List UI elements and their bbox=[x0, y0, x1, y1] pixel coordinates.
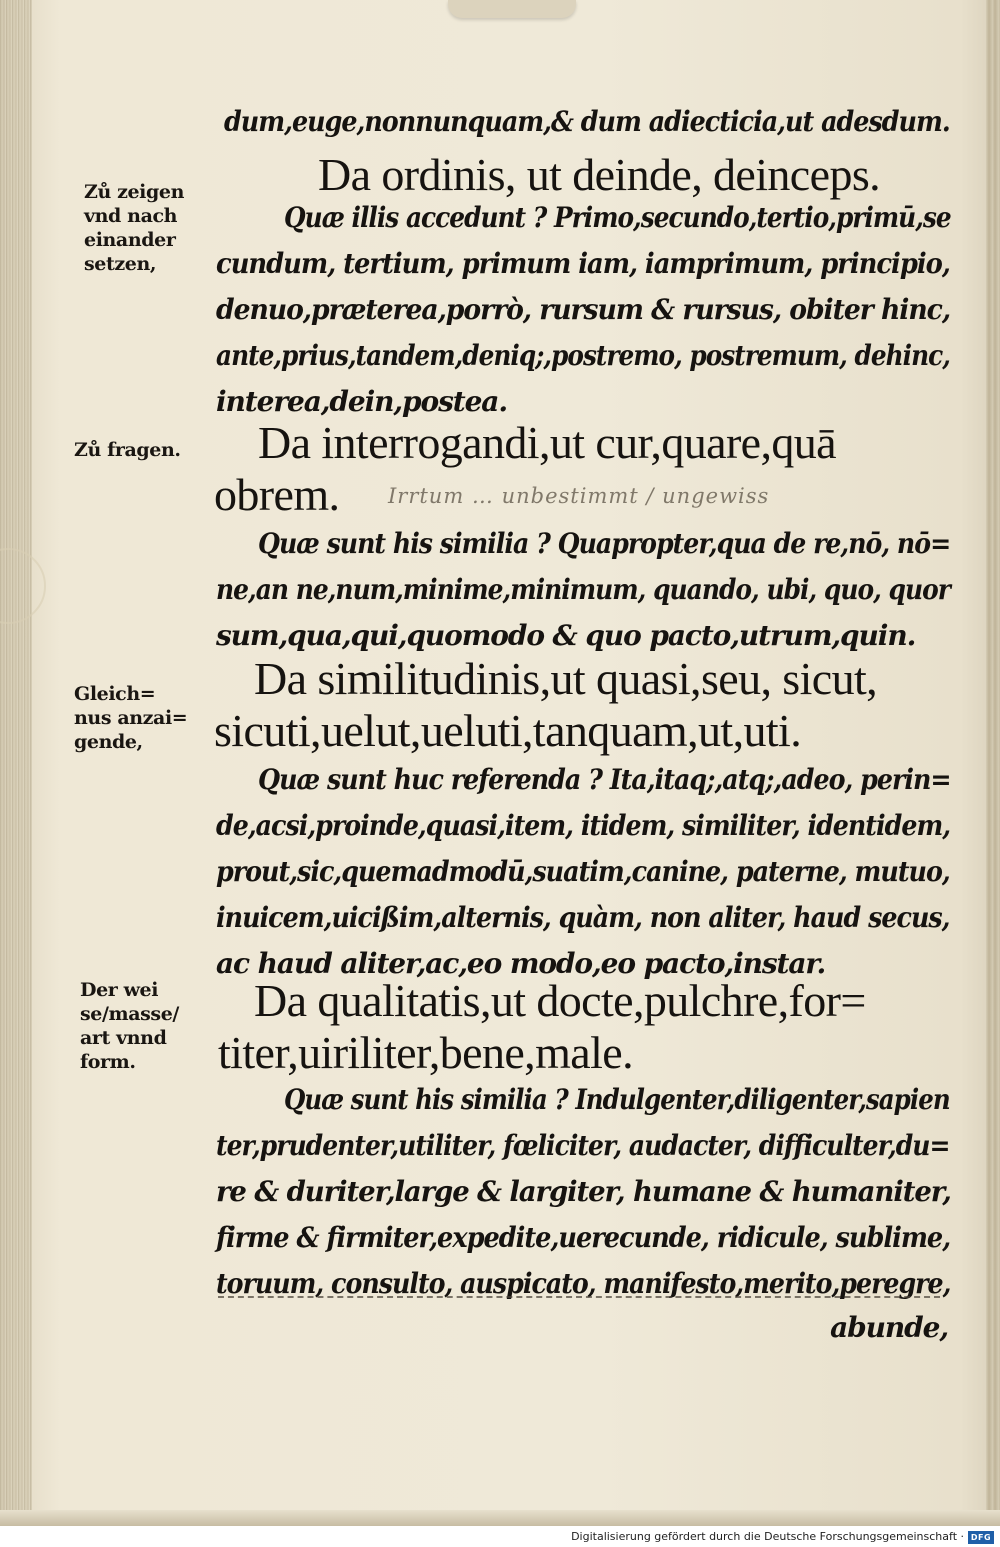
paper-watermark-circle bbox=[0, 548, 46, 624]
text-line-12: sum,qua,qui,quomodo & quo pacto,utrum,quin. bbox=[216, 619, 916, 652]
text-line-15: Quæ sunt huc referenda ? Ita,itaq;,atq;,adeo, perin= bbox=[258, 763, 951, 796]
text-line-7: interea,dein,postea. bbox=[216, 385, 507, 418]
catchword: abunde, bbox=[830, 1311, 948, 1344]
handwritten-annotation: Irrtum … unbestimmt / ungewiss bbox=[388, 484, 770, 508]
text-line-3: Quæ illis accedunt ? Primo,secundo,tertio,primū,se bbox=[284, 201, 951, 234]
text-line-26: toruum, consulto, auspicato, manifesto,merito,peregre, bbox=[216, 1267, 951, 1300]
page-stack-left-edge bbox=[0, 0, 32, 1526]
text-line-19: ac haud aliter,ac,eo modo,eo pacto,instar. bbox=[216, 947, 826, 980]
page-stack-right-edge bbox=[986, 0, 1000, 1526]
text-line-1: dum,euge,nonnunquam,& dum adiecticia,ut adesdum. bbox=[224, 105, 950, 138]
heading-ordinis: Da ordinis, ut deinde, deinceps. bbox=[318, 149, 881, 200]
text-line-10: Quæ sunt his similia ? Quapropter,qua de re,nō, nō= bbox=[258, 527, 951, 560]
clip-tab bbox=[448, 0, 576, 18]
margin-note-2: Zů fragen. bbox=[74, 439, 181, 461]
margin-note-3: Gleich= nus anzai= gende, bbox=[74, 683, 188, 753]
text-line-18: inuicem,uicißim,alternis, quàm, non aliter, haud secus, bbox=[216, 901, 950, 934]
heading-qualitatis: Da qualitatis,ut docte,pulchre,for= bbox=[254, 975, 866, 1026]
text-line-23: ter,prudenter,utiliter, fœliciter, audacter, difficulter,du= bbox=[216, 1129, 950, 1162]
text-line-17: prout,sic,quemadmodū,suatim,canine, paterne, mutuo, bbox=[216, 855, 950, 888]
credit-text: Digitalisierung gefördert durch die Deutsche Forschungsgemeinschaft · bbox=[571, 1530, 964, 1543]
heading-interrogandi: Da interrogandi,ut cur,quare,quā bbox=[258, 417, 836, 468]
hand-underline bbox=[218, 1296, 940, 1298]
digitization-credit bbox=[0, 1526, 1000, 1547]
text-line-4: cundum, tertium, primum iam, iamprimum, principio, bbox=[216, 247, 950, 280]
text-line-11: ne,an ne,num,minime,minimum, quando, ubi, quo, quor bbox=[216, 573, 950, 606]
text-line-24: re & duriter,large & largiter, humane & humaniter, bbox=[216, 1175, 951, 1208]
text-line-25: firme & firmiter,expedite,uerecunde, ridicule, sublime, bbox=[216, 1221, 951, 1254]
text-line-22: Quæ sunt his similia ? Indulgenter,diligenter,sapien bbox=[284, 1083, 950, 1116]
dfg-logo: DFG bbox=[968, 1531, 994, 1544]
heading-qualitatis-cont: titer,uiriliter,bene,male. bbox=[218, 1027, 633, 1078]
margin-note-4: Der wei se/masse/ art vnnd form. bbox=[80, 979, 179, 1073]
heading-similitudinis: Da similitudinis,ut quasi,seu, sicut, bbox=[254, 653, 878, 704]
margin-note-1: Zů zeigen vnd nach einander setzen, bbox=[84, 181, 184, 275]
heading-similitudinis-cont: sicuti,uelut,ueluti,tanquam,ut,uti. bbox=[214, 705, 802, 756]
page-bottom-edge bbox=[0, 1510, 1000, 1526]
text-line-5: denuo,præterea,porrò, rursum & rursus, obiter hinc, bbox=[216, 293, 951, 326]
text-line-6: ante,prius,tandem,deniq;,postremo, postremum, dehinc, bbox=[216, 339, 950, 372]
text-line-16: de,acsi,proinde,quasi,item, itidem, similiter, identidem, bbox=[216, 809, 951, 842]
heading-interrogandi-cont: obrem. bbox=[214, 469, 340, 520]
